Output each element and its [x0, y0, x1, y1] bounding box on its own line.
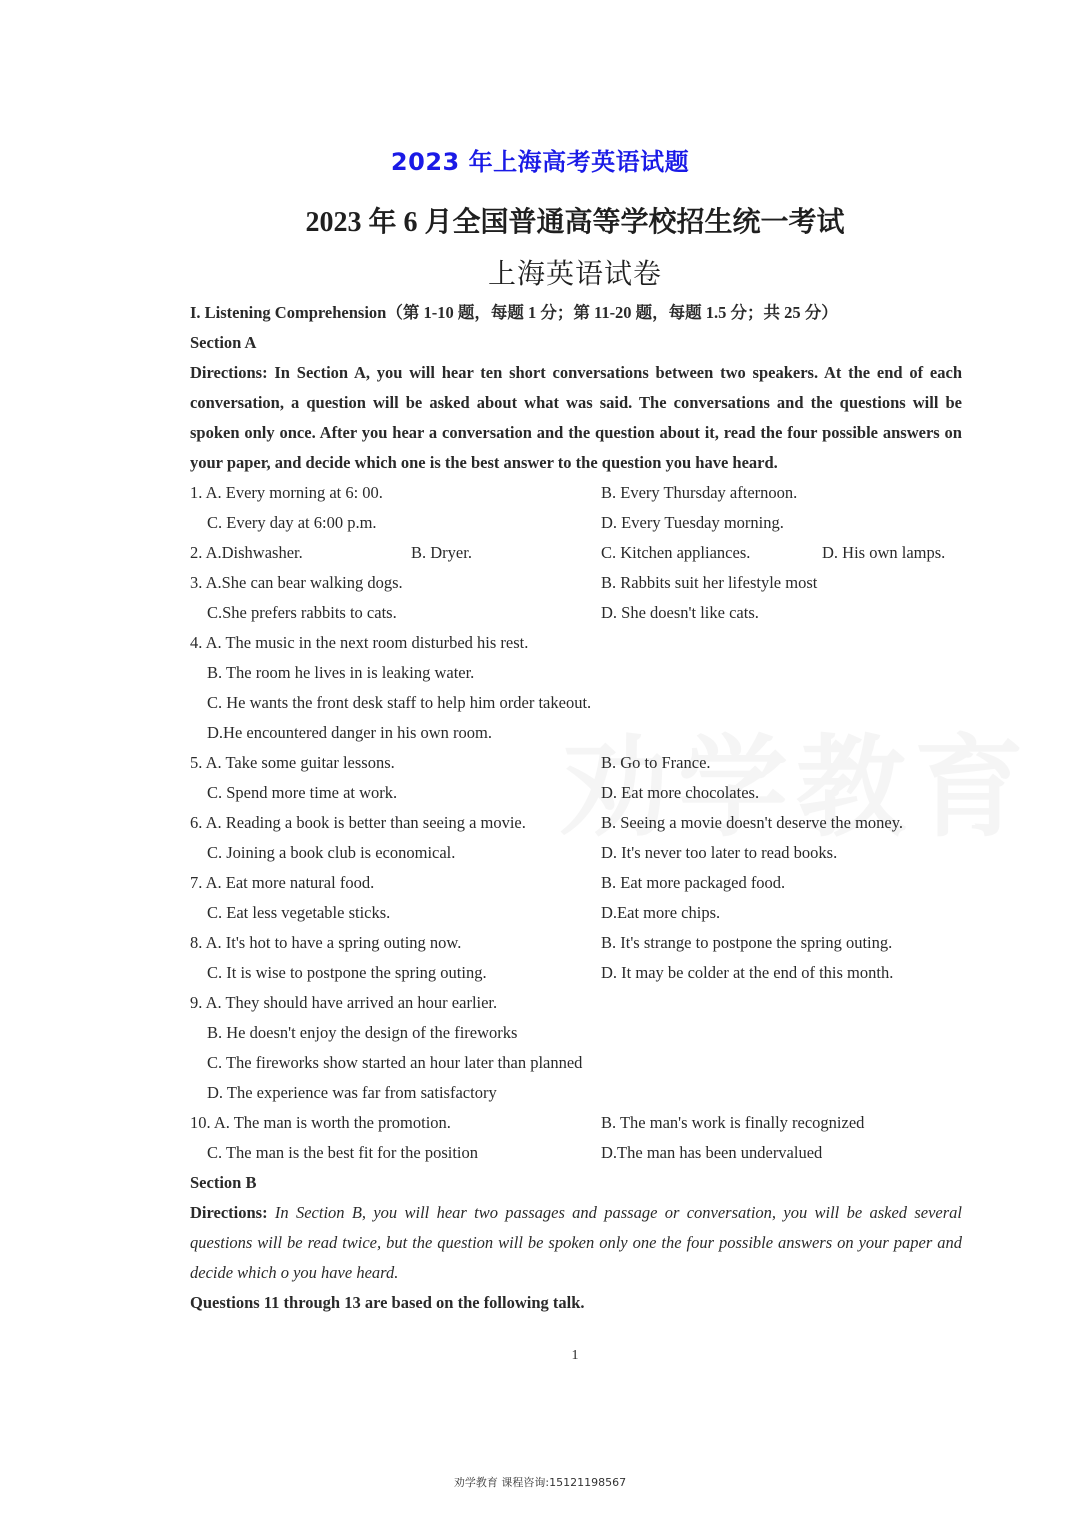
option: 7. A. Eat more natural food.: [190, 873, 375, 892]
option: C. The fireworks show started an hour later than planned: [207, 1053, 583, 1072]
exam-title: 2023 年 6 月全国普通高等学校招生统一考试: [305, 207, 845, 238]
paper-title: 上海英语试卷: [487, 259, 662, 290]
question-4-a: [190, 628, 962, 658]
option: C. The man is the best fit for the position: [207, 1143, 478, 1162]
option: B. Seeing a movie doesn't deserve the money.: [601, 813, 904, 832]
question-10-row-2: [190, 1138, 962, 1168]
option: 2. A.Dishwasher.: [190, 543, 303, 562]
option: D. His own lamps.: [822, 543, 946, 562]
question-6-row-2: [190, 838, 962, 868]
option: D. Every Tuesday morning.: [601, 513, 784, 532]
section-a-heading: Section A: [190, 333, 257, 352]
option: D. It's never too later to read books.: [601, 843, 838, 862]
question-8-row-1: [190, 928, 962, 958]
option: 10. A. The man is worth the promotion.: [190, 1113, 451, 1132]
option: C. Joining a book club is economical.: [207, 843, 456, 862]
question-7-row-2: [190, 898, 962, 928]
question-10-row-1: [190, 1108, 962, 1138]
option: D. The experience was far from satisfactory: [207, 1083, 497, 1102]
question-3-row-1: [190, 568, 962, 598]
option: 3. A.She can bear walking dogs.: [190, 573, 403, 592]
option: C. Spend more time at work.: [207, 783, 398, 802]
question-4-d: [190, 718, 962, 748]
option: D. She doesn't like cats.: [601, 603, 759, 622]
option: C. Every day at 6:00 p.m.: [207, 513, 377, 532]
directions-text: In Section B, you will hear two passages and passage or conversation, you will be asked several questions will be read twice, but the question will be spoken only one the four possible answers on your paper and decide which o you have heard.: [190, 1203, 962, 1282]
option: B. He doesn't enjoy the design of the fireworks: [207, 1023, 518, 1042]
option: 6. A. Reading a book is better than seeing a movie.: [190, 813, 526, 832]
footer: 劝学教育 课程咨询:15121198567: [453, 1476, 627, 1489]
option: B. Every Thursday afternoon.: [601, 483, 798, 502]
page-number: 1: [571, 1348, 579, 1363]
option: B. Rabbits suit her lifestyle most: [601, 573, 818, 592]
section-b-heading: Section B: [190, 1173, 257, 1192]
question-1-row-1: [190, 478, 962, 508]
question-1-row-2: [190, 508, 962, 538]
question-5-row-1: [190, 748, 962, 778]
option: 8. A. It's hot to have a spring outing now.: [190, 933, 462, 952]
question-5-row-2: [190, 778, 962, 808]
exam-content: [190, 298, 962, 1318]
option: 5. A. Take some guitar lessons.: [190, 753, 395, 772]
question-7-row-1: [190, 868, 962, 898]
question-8-row-2: [190, 958, 962, 988]
option: D. Eat more chocolates.: [601, 783, 760, 802]
option: B. Eat more packaged food.: [601, 873, 786, 892]
option: 4. A. The music in the next room disturbed his rest.: [190, 633, 529, 652]
option: C. It is wise to postpone the spring outing.: [207, 963, 487, 982]
section-b-directions: [190, 1198, 962, 1288]
question-4-b: [190, 658, 962, 688]
option: C.She prefers rabbits to cats.: [207, 603, 397, 622]
section-a-directions: Directions: In Section A, you will hear ten short conversations between two speakers. At the end of each conversation, a question will be asked about what was said. The conversations and the questions will be spoken only once. After you hear a conversation and the question about it, read the four possible answers on your paper, and decide which one is the best answer to the question you have heard.: [190, 363, 962, 472]
option: C. He wants the front desk staff to help him order takeout.: [207, 693, 592, 712]
question-9-a: [190, 988, 962, 1018]
option: C. Kitchen appliances.: [601, 543, 751, 562]
option: D.Eat more chips.: [601, 903, 721, 922]
option: B. The man's work is finally recognized: [601, 1113, 865, 1132]
option: 9. A. They should have arrived an hour earlier.: [190, 993, 498, 1012]
option: B. Go to France.: [601, 753, 711, 772]
question-9-b: [190, 1018, 962, 1048]
part-heading: I. Listening Comprehension（第 1-10 题，每题 1 分；第 11-20 题，每题 1.5 分；共 25 分）: [190, 303, 838, 322]
directions-label: Directions:: [190, 1203, 268, 1222]
questions-11-13-heading: Questions 11 through 13 are based on the following talk.: [190, 1293, 585, 1312]
question-4-c: [190, 688, 962, 718]
option: D.He encountered danger in his own room.: [207, 723, 493, 742]
document-title: 2023 年上海高考英语试题: [390, 148, 690, 176]
question-2-row: [190, 538, 962, 568]
option: D.The man has been undervalued: [601, 1143, 823, 1162]
question-9-c: [190, 1048, 962, 1078]
question-3-row-2: [190, 598, 962, 628]
question-6-row-1: [190, 808, 962, 838]
option: B. Dryer.: [411, 543, 472, 562]
option: D. It may be colder at the end of this month.: [601, 963, 894, 982]
option: B. It's strange to postpone the spring outing.: [601, 933, 893, 952]
option: C. Eat less vegetable sticks.: [207, 903, 391, 922]
question-9-d: [190, 1078, 962, 1108]
option: B. The room he lives in is leaking water.: [207, 663, 475, 682]
option: 1. A. Every morning at 6: 00.: [190, 483, 383, 502]
